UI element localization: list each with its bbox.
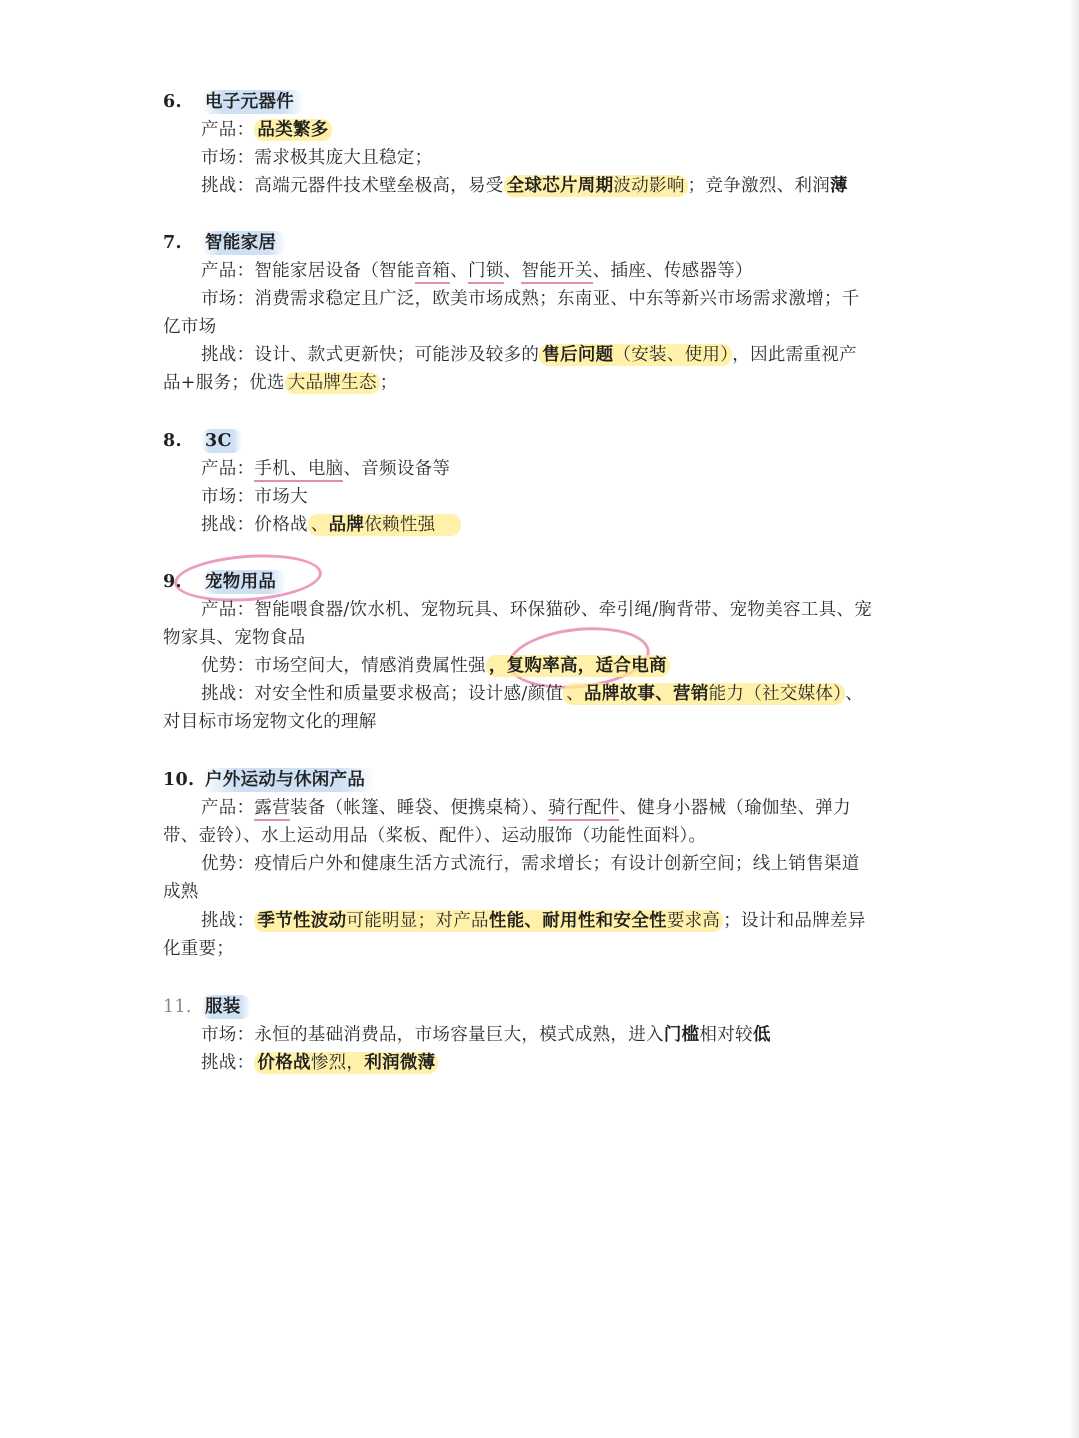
- section-title: 宠物用品: [201, 570, 286, 594]
- line-text: 对安全性和质量要求极高；设计感/颜值: [254, 684, 564, 704]
- highlight-segment: [308, 514, 462, 536]
- text-line: [201, 907, 866, 935]
- line-text: 、: [450, 261, 469, 281]
- line-text: 相对较: [699, 1025, 753, 1045]
- line-label: 挑战：: [201, 515, 255, 535]
- section-heading-11: [163, 993, 251, 1021]
- bold-text: 薄: [830, 176, 848, 196]
- line-text: 波动影响: [613, 176, 685, 196]
- section-title: 3C: [201, 429, 242, 453]
- line-text: 市场大: [254, 487, 308, 507]
- section-number: 6.: [163, 92, 182, 112]
- line-text: ，因此需重视产: [732, 345, 857, 365]
- underlined-text: 智能开关: [521, 261, 592, 284]
- line-text: 化重要；: [163, 939, 235, 959]
- section-number: 7.: [163, 233, 182, 253]
- bold-text: 性能、耐用性和安全性: [488, 911, 667, 931]
- line-label: 挑战：: [201, 911, 255, 931]
- line-text: 永恒的基础消费品，市场容量巨大，模式成熟，进入: [254, 1025, 664, 1045]
- line-label: 优势：: [201, 656, 255, 676]
- bold-text: 低: [752, 1025, 771, 1045]
- text-line: [201, 850, 860, 878]
- text-line: [201, 144, 432, 172]
- section-heading-6: [163, 88, 304, 116]
- text-line: [201, 1021, 771, 1049]
- line-text: 手机: [254, 459, 291, 479]
- text-line: [163, 822, 706, 850]
- line-text: 智能喂食器/饮水机、宠物玩具、环保猫砂、牵引绳/胸背带、宠物美容工具、宠: [254, 600, 872, 620]
- text-line: [201, 652, 670, 680]
- section-number: 9.: [163, 572, 182, 592]
- line-text: 要求高: [666, 911, 721, 931]
- section-number: 11.: [163, 997, 192, 1017]
- line-label: 挑战：: [201, 684, 255, 704]
- highlight-segment: [254, 910, 723, 932]
- line-text: 、健身小器械（瑜伽垫、弹力: [619, 798, 851, 818]
- line-text: 市场空间大，情感消费属性强: [254, 656, 486, 676]
- text-line: [163, 369, 398, 397]
- section-title: 智能家居: [201, 231, 286, 255]
- page-edge-shadow: [1069, 0, 1079, 1438]
- underlined-text: 露营: [254, 798, 290, 821]
- text-line: [163, 624, 305, 652]
- text-line: [201, 285, 860, 313]
- line-label: 市场：: [201, 289, 255, 309]
- bold-text: 品牌: [328, 515, 365, 535]
- line-text: ；设计和品牌差异: [723, 911, 866, 931]
- text-line: [201, 455, 450, 483]
- line-text: 高端元器件技术壁垒极高，易受: [254, 176, 504, 196]
- bold-text: 售后问题: [542, 345, 614, 365]
- line-text: 设计、款式更新快；可能涉及较多的: [254, 345, 540, 365]
- bold-text: 季节性波动: [257, 911, 347, 931]
- underlined-text: 音箱: [415, 261, 451, 284]
- text-line: [201, 596, 872, 624]
- text-line: [201, 116, 332, 144]
- line-text: 带、壶铃）、水上运动用品（桨板、配件）、运动服饰（功能性面料）。: [163, 826, 707, 846]
- line-text: 、: [845, 684, 864, 704]
- line-text: 、: [310, 515, 329, 535]
- line-text: 、: [503, 261, 522, 281]
- line-text: 亿市场: [163, 317, 217, 337]
- line-text: 品+服务；优选: [163, 373, 285, 393]
- line-text: （安装、使用）: [613, 345, 730, 365]
- line-label: 市场：: [201, 148, 255, 168]
- text-line: [201, 794, 851, 822]
- text-line: [163, 878, 199, 906]
- underlined-text: 门锁: [468, 261, 504, 284]
- line-text: 可能明显；对: [346, 911, 454, 931]
- text-line: [201, 257, 753, 285]
- line-label: 挑战：: [201, 1053, 255, 1073]
- text-line: [201, 680, 863, 708]
- highlight-segment: [563, 683, 845, 705]
- line-text: 、音频设备等: [343, 459, 451, 479]
- line-label: 市场：: [201, 487, 255, 507]
- line-label: 挑战：: [201, 345, 255, 365]
- line-text: 价格战: [254, 515, 308, 535]
- line-label: 优势：: [201, 854, 255, 874]
- line-text: 能力（社交媒体）: [708, 684, 843, 704]
- line-text: 装备（帐篷、睡袋、便携桌椅）、: [290, 798, 549, 818]
- line-label: 挑战：: [201, 176, 255, 196]
- bold-text: 利润微薄: [364, 1053, 436, 1073]
- line-label: 产品：: [201, 261, 255, 281]
- highlight-segment: [254, 1052, 438, 1074]
- line-text: ；竞争激烈、利润: [687, 176, 831, 196]
- highlight-segment: [504, 175, 688, 197]
- section-title: 电子元器件: [201, 90, 304, 114]
- text-line: [163, 708, 377, 736]
- text-line: [163, 935, 234, 963]
- text-line: [201, 511, 461, 539]
- line-text: 消费需求稳定且广泛，欧美市场成熟；东南亚、中东等新兴市场需求激增；千: [254, 289, 860, 309]
- line-text: 疫情后户外和健康生活方式流行，需求增长；有设计创新空间；线上销售渠道: [254, 854, 860, 874]
- bold-text: 门槛: [663, 1025, 700, 1045]
- section-heading-9: [163, 568, 286, 596]
- highlight-segment: [486, 655, 670, 677]
- line-text: 对目标市场宠物文化的理解: [163, 712, 377, 732]
- line-label: 产品：: [201, 459, 255, 479]
- line-text: 惨烈，: [310, 1053, 365, 1073]
- bold-text: ，复购率高，: [488, 656, 596, 676]
- section-number: 8.: [163, 431, 182, 451]
- line-text: 、: [290, 459, 308, 479]
- line-label: 产品：: [201, 600, 255, 620]
- section-heading-10: [163, 766, 375, 794]
- section-title: 户外运动与休闲产品: [201, 768, 375, 792]
- line-text: 物家具、宠物食品: [163, 628, 306, 648]
- text-line: [201, 483, 308, 511]
- line-label: 市场：: [201, 1025, 255, 1045]
- bold-text: 全球芯片周期: [506, 176, 614, 196]
- underlined-text: 骑行配件: [548, 798, 619, 821]
- line-text: 成熟: [163, 882, 199, 902]
- highlight-segment: [539, 344, 732, 366]
- text-line: [201, 172, 848, 200]
- bold-text: 品牌故事、营销: [584, 684, 709, 704]
- line-text: 产品: [453, 911, 489, 931]
- highlight-text: 品类繁多: [254, 119, 331, 141]
- bold-text: 价格战: [257, 1053, 311, 1073]
- line-text: 依赖性强: [364, 515, 436, 535]
- line-text: 需求极其庞大且稳定；: [254, 148, 433, 168]
- text-line: [163, 313, 216, 341]
- line-label: 产品：: [201, 120, 255, 140]
- section-heading-8: [163, 427, 242, 455]
- section-number: 10.: [163, 770, 195, 790]
- bold-text: 适合电商: [595, 656, 667, 676]
- underlined-segment: [254, 459, 343, 482]
- section-heading-7: [163, 229, 286, 257]
- highlight-text: 大品牌生态: [285, 372, 380, 394]
- line-text: 、插座、传感器等）: [592, 261, 753, 281]
- line-text: ；: [379, 373, 398, 393]
- line-text: 智能家居设备（智能: [254, 261, 415, 281]
- section-title: 服装: [201, 995, 251, 1019]
- text-line: [201, 1049, 438, 1077]
- line-text: 、: [566, 684, 585, 704]
- line-text: 电脑: [307, 459, 344, 479]
- text-line: [201, 341, 857, 369]
- line-label: 产品：: [201, 798, 255, 818]
